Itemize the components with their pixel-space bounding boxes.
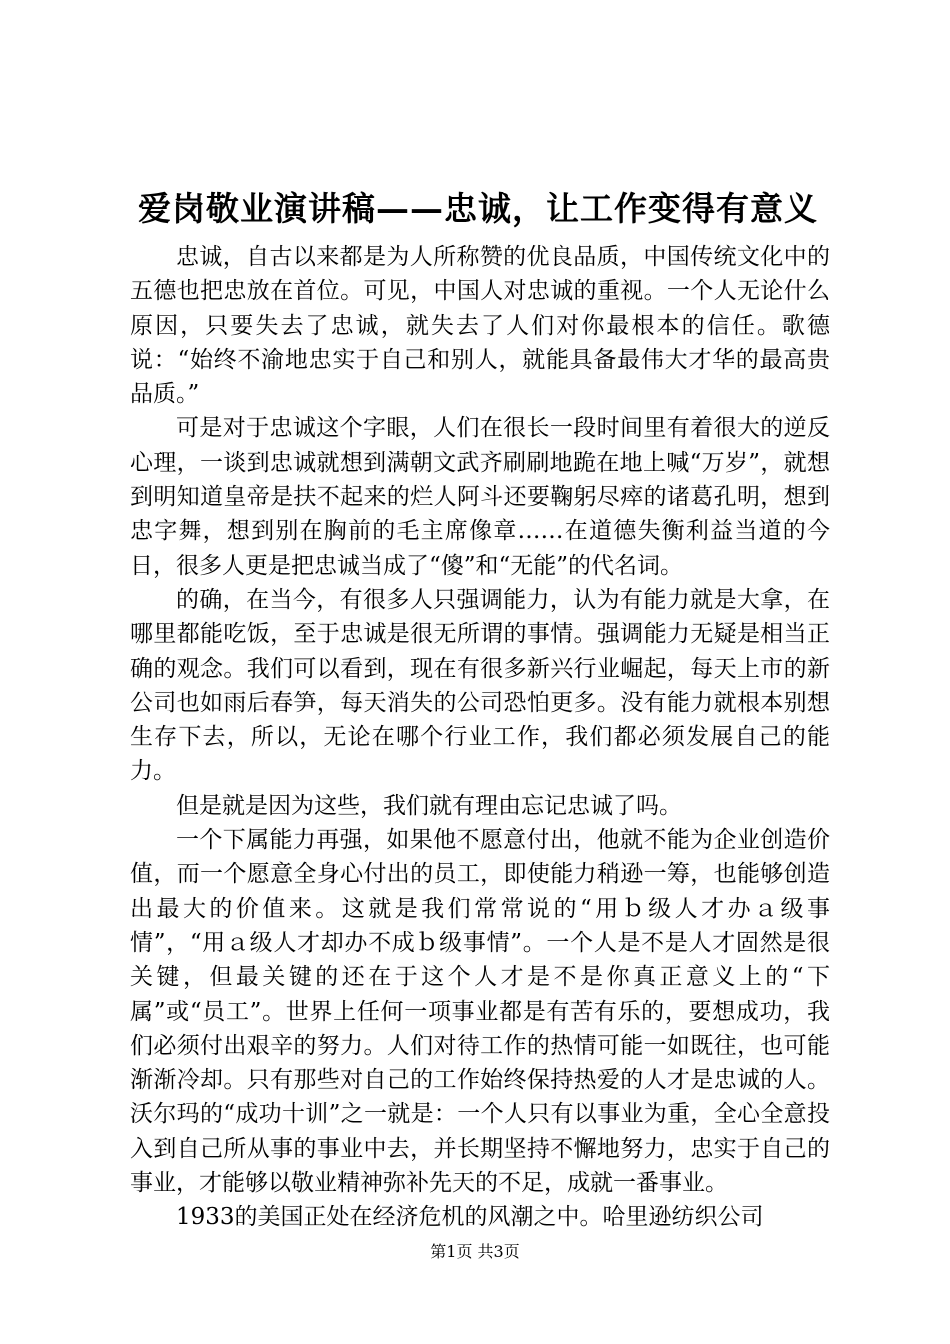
page-footer: 第1页 共3页 [430,1242,520,1261]
paragraph: 的确，在当今，有很多人只强调能力，认为有能力就是大拿，在哪里都能吃饭，至于忠诚是很无所谓的事情。强调能力无疑是相当正确的观念。我们可以看到，现在有很多新兴行业崛起，每天上市的新公司也如雨后春笋，每天消失的公司恐怕更多。没有能力就根本别想生存下去，所以，无论在哪个行业工作，我们都必须发展自己的能力。 [130,586,830,785]
paragraph: 但是就是因为这些，我们就有理由忘记忠诚了吗。 [176,792,682,819]
paragraph: 可是对于忠诚这个字眼，人们在很长一段时间里有着很大的逆反心理，一谈到忠诚就想到满朝文武齐刷刷地跪在地上喊“万岁”，就想到明知道皇帝是扶不起来的烂人阿斗还要鞠躬尽瘁的诸葛孔明，想到忠字舞，想到别在胸前的毛主席像章……在道德失衡利益当道的今日，很多人更是把忠诚当成了“傻”和“无能”的代名词。 [130,415,830,579]
paragraph: 一个下属能力再强，如果他不愿意付出，他就不能为企业创造价值，而一个愿意全身心付出的员工，即使能力稍逊一筹，也能够创造出最大的价值来。这就是我们常常说的“用ｂ级人才办ａ级事情”，“用ａ级人才却办不成ｂ级事情”。一个人是不是人才固然是很关键，但最关键的还在于这个人才是不是你真正意义上的“下属”或“员工”。世界上任何一项事业都是有苦有乐的，要想成功，我们必须付出艰辛的努力。人们对待工作的热情可能一如既往，也可能渐渐冷却。只有那些对自己的工作始终保持热爱的人才是忠诚的人。沃尔玛的“成功十训”之一就是：一个人只有以事业为重，全心全意投入到自己所从事的事业中去，并长期坚持不懈地努力，忠实于自己的事业，才能够以敬业精神弥补先天的不足，成就一番事业。 [130,827,830,1197]
document-body [130,240,830,1235]
paragraph: 忠诚，自古以来都是为人所称赞的优良品质，中国传统文化中的五德也把忠放在首位。可见，中国人对忠诚的重视。一个人无论什么原因，只要失去了忠诚，就失去了人们对你最根本的信任。歌德说：“始终不渝地忠实于自己和别人，就能具备最伟大才华的最高贵品质。” [130,244,830,408]
paragraph: 1933的美国正处在经济危机的风潮之中。哈里逊纺织公司 [176,1204,764,1231]
document-title: 爱岗敬业演讲稿——忠诚，让工作变得有意义 [138,189,818,228]
